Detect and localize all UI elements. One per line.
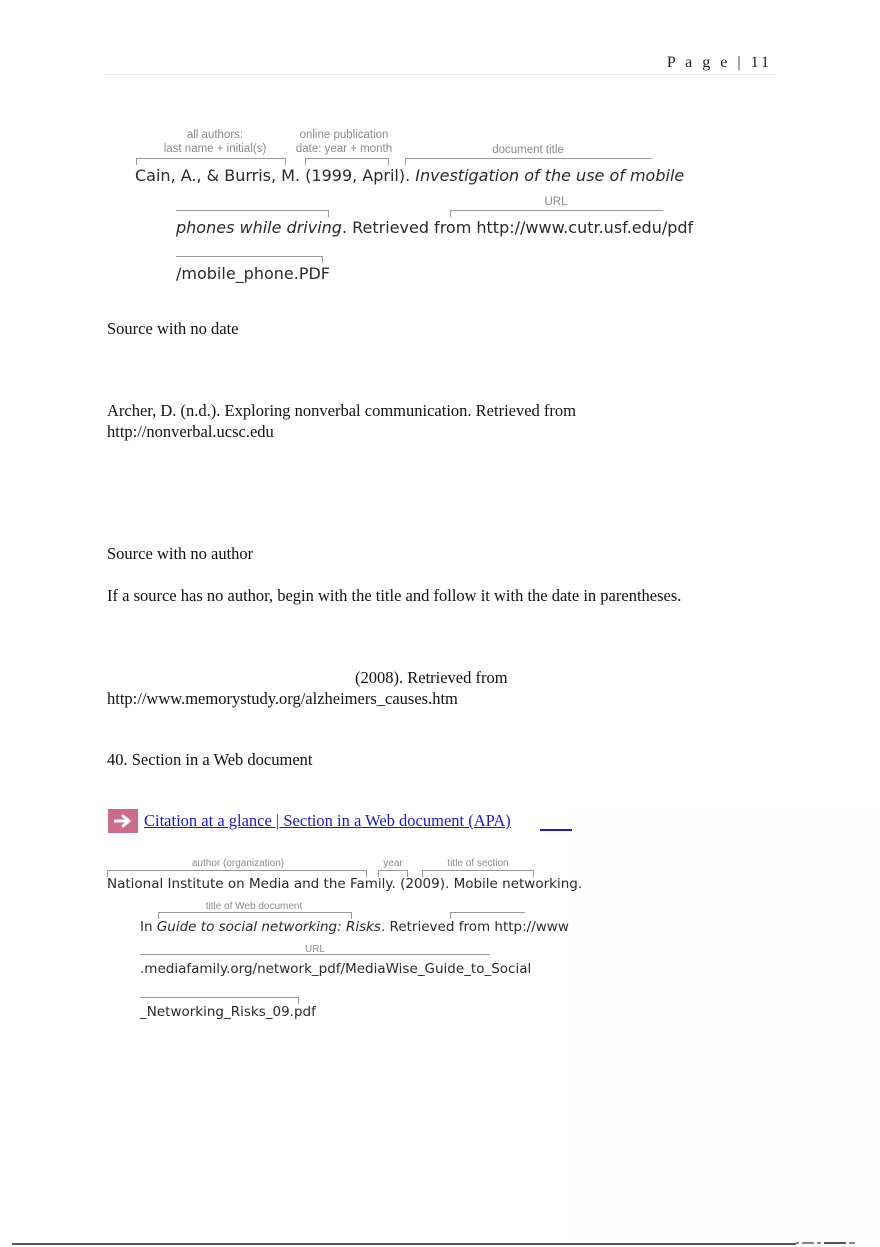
label-all-authors: all authors: last name + initial(s) xyxy=(163,129,267,155)
bracket-url-start xyxy=(450,912,525,919)
citation-no-author: (2008). Retrieved from http://www.memorystudy.org/alzheimers_causes.htm xyxy=(107,668,508,708)
bracket-url-mid xyxy=(140,954,490,955)
footer-rule xyxy=(12,1243,796,1245)
bracket-web-document-title xyxy=(158,912,352,919)
label-url: URL xyxy=(544,196,568,208)
label-author-organization: author (organization) xyxy=(191,858,285,869)
figure2-line-3: .mediafamily.org/network_pdf/MediaWise_Guide_to_Social xyxy=(140,961,532,977)
label-section-title: title of section xyxy=(447,858,509,869)
page-number: P a g e | 11 xyxy=(666,54,772,71)
heading-section-40: 40. Section in a Web document xyxy=(107,750,313,769)
label-year: year xyxy=(383,858,403,869)
figure2-line-1: National Institute on Media and the Family. (2009). Mobile networking. xyxy=(107,876,583,892)
label-document-title: document title xyxy=(492,144,564,156)
label-publication-date: online publication date: year + month xyxy=(295,129,393,155)
figure1-line-2: phones while driving. Retrieved from http://www.cutr.usf.edu/pdf xyxy=(176,218,694,237)
heading-source-no-date: Source with no date xyxy=(107,319,239,338)
figure1-line-3: /mobile_phone.PDF xyxy=(176,264,330,283)
link-label[interactable]: Citation at a glance | Section in a Web document (APA) xyxy=(144,811,511,830)
label-web-document-title: title of Web document xyxy=(205,901,303,912)
footer-marks xyxy=(796,1240,870,1246)
bracket-url-end xyxy=(140,997,299,1004)
citation-no-date: Archer, D. (n.d.). Exploring nonverbal communication. Retrieved from http://nonverbal.ucsc.edu xyxy=(107,401,576,441)
label-url-2: URL xyxy=(304,944,325,955)
instruction-no-author: If a source has no author, begin with the title and follow it with the date in parentheses. xyxy=(107,586,682,605)
figure2-line-2: In Guide to social networking: Risks. Retrieved from http://www xyxy=(140,919,569,935)
figure1-line-1: Cain, A., & Burris, M. (1999, April). Investigation of the use of mobile xyxy=(135,166,685,185)
heading-source-no-author: Source with no author xyxy=(107,544,254,563)
figure2-line-4: _Networking_Risks_09.pdf xyxy=(140,1004,316,1020)
